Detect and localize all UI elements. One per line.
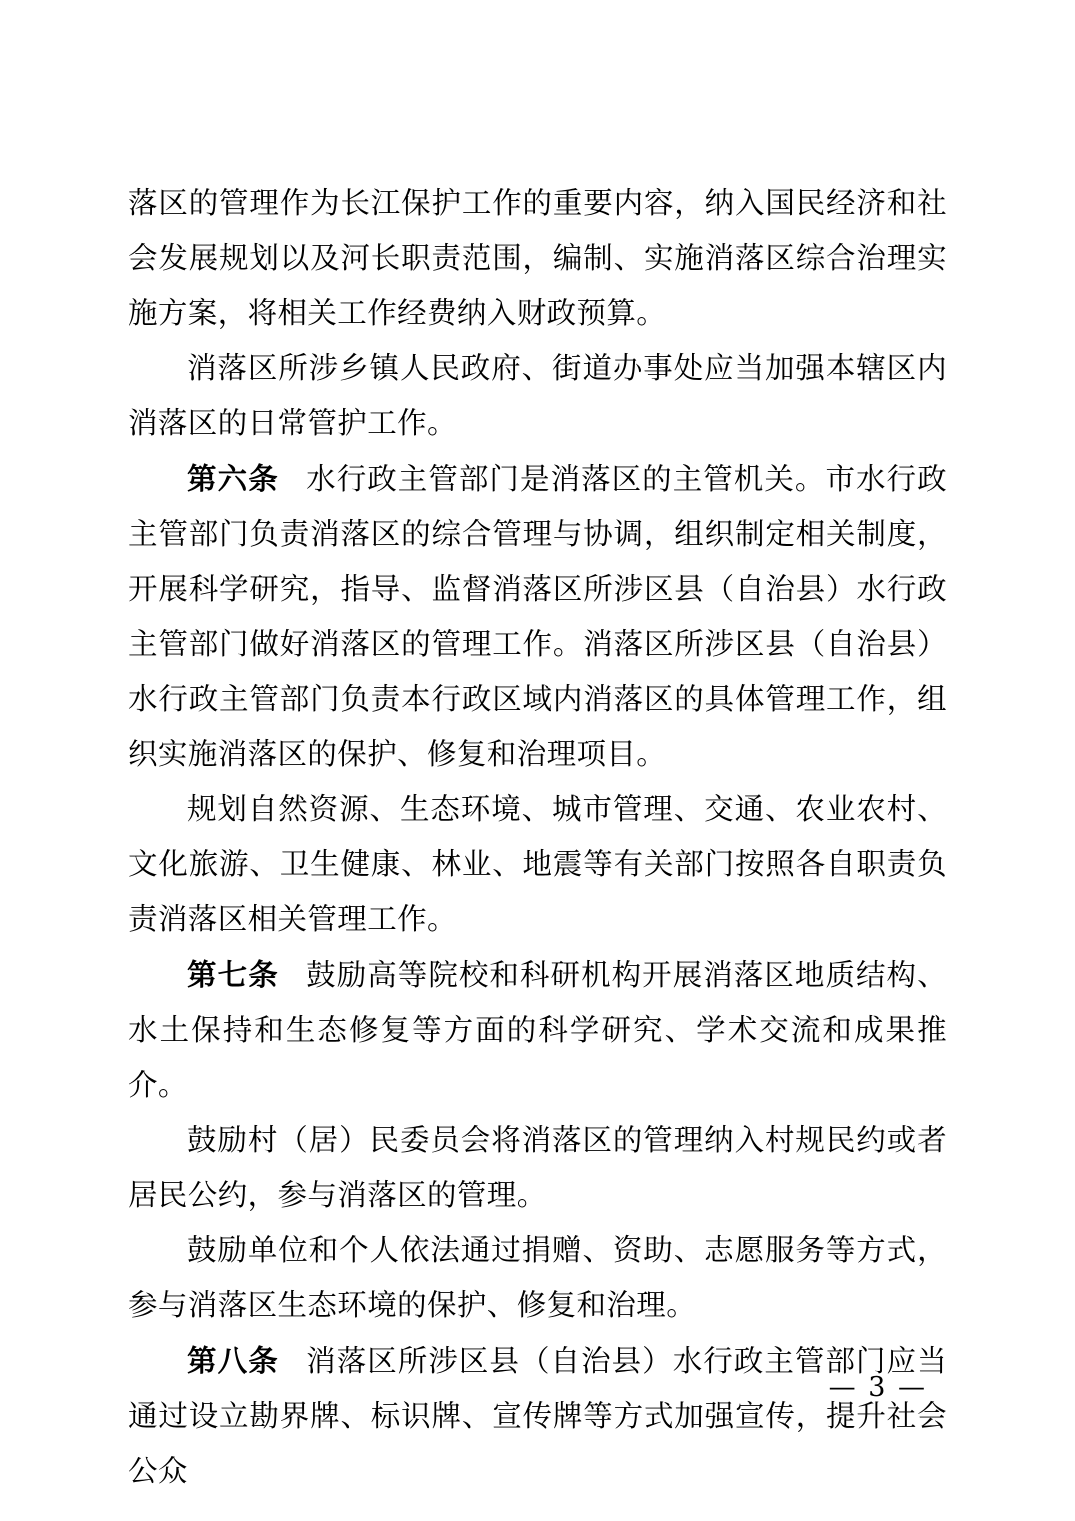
paragraph-text: 鼓励单位和个人依法通过捐赠、资助、志愿服务等方式，参与消落区生态环境的保护、修复和治理。 [128, 1233, 947, 1322]
article-label: 第八条 [187, 1343, 279, 1378]
paragraph-text: 消落区所涉乡镇人民政府、街道办事处应当加强本辖区内消落区的日常管护工作。 [128, 351, 947, 440]
paragraph-text: 消落区所涉区县（自治县）水行政主管部门应当通过设立勘界牌、标识牌、宣传牌等方式加强宣传，提升社会公众 [128, 1344, 947, 1488]
paragraph-article-8 [128, 1333, 947, 1499]
paragraph-article-7 [128, 947, 947, 1113]
document-body [128, 176, 947, 1499]
paragraph-text: 规划自然资源、生态环境、城市管理、交通、农业农村、文化旅游、卫生健康、林业、地震等有关部门按照各自职责负责消落区相关管理工作。 [128, 792, 947, 936]
paragraph [128, 782, 947, 947]
article-label: 第六条 [187, 461, 279, 496]
paragraph [128, 1223, 947, 1333]
paragraph-text: 水行政主管部门是消落区的主管机关。市水行政主管部门负责消落区的综合管理与协调，组织制定相关制度，开展科学研究，指导、监督消落区所涉区县（自治县）水行政主管部门做好消落区的管理工作。消落区所涉区县（自治县）水行政主管部门负责本行政区域内消落区的具体管理工作，组织实施消落区的保护、修复和治理项目。 [128, 462, 947, 771]
paragraph [128, 1113, 947, 1223]
page-number: — 3 — [828, 1372, 927, 1403]
paragraph-text: 鼓励高等院校和科研机构开展消落区地质结构、水土保持和生态修复等方面的科学研究、学术交流和成果推介。 [128, 958, 947, 1102]
article-label: 第七条 [187, 957, 279, 992]
paragraph [128, 176, 947, 341]
paragraph-text: 鼓励村（居）民委员会将消落区的管理纳入村规民约或者居民公约，参与消落区的管理。 [128, 1123, 947, 1212]
paragraph-text: 落区的管理作为长江保护工作的重要内容，纳入国民经济和社会发展规划以及河长职责范围，编制、实施消落区综合治理实施方案，将相关工作经费纳入财政预算。 [128, 186, 947, 330]
paragraph-article-6 [128, 451, 947, 782]
paragraph [128, 341, 947, 451]
